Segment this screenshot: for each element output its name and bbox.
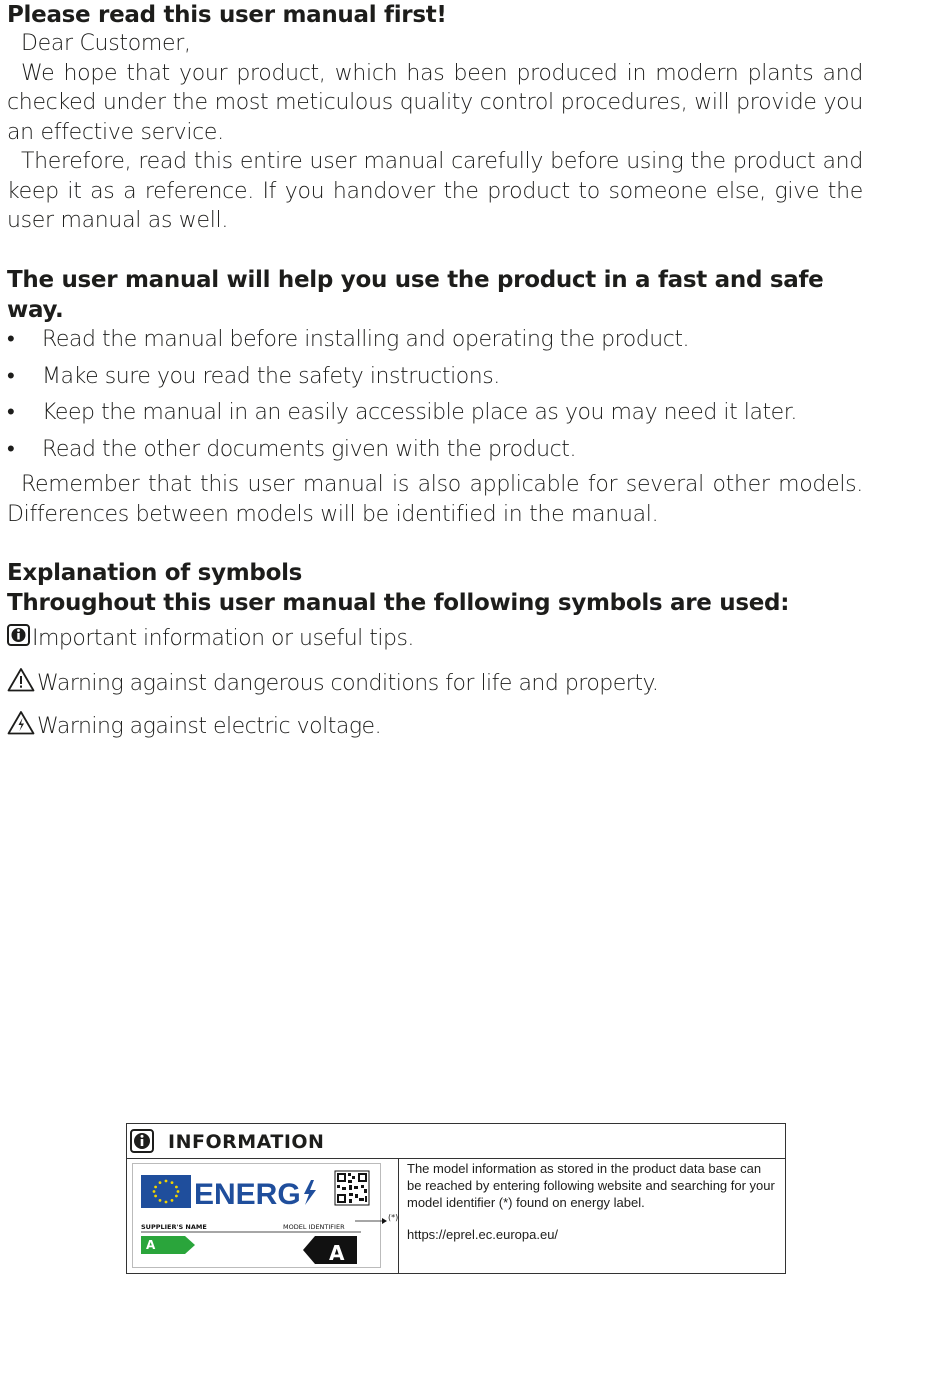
list-item: [7, 361, 863, 398]
bullet-glyph: •: [7, 327, 15, 352]
symbol-text: Important information or useful tips.: [32, 626, 414, 651]
information-box: [126, 1123, 786, 1274]
energy-bolt-icon: [304, 1180, 316, 1205]
bullet-list: [7, 324, 863, 470]
symbols-section: [7, 558, 863, 618]
information-text: [407, 1160, 777, 1243]
intro-section: [7, 29, 863, 236]
eprel-link[interactable]: https://eprel.ec.europa.eu/: [407, 1227, 559, 1242]
information-header: [127, 1124, 785, 1159]
intro-paragraph-2: Therefore, read this entire user manual carefully before using the product and keep it as a reference. If you handover the product to someone else, give the user manual as well.: [7, 149, 863, 233]
symbols-heading: Explanation of symbols: [7, 560, 303, 586]
page-title: Please read this user manual first!: [7, 2, 447, 28]
symbols-subheading: Throughout this user manual the following symbols are used:: [7, 590, 790, 616]
list-item-text: Read the manual before installing and operating the product.: [42, 327, 690, 352]
information-description: The model information as stored in the product data base can be reached by entering following website and searching for your model identifier (*) found on energy label.: [407, 1161, 775, 1210]
energy-label-area: [127, 1159, 399, 1273]
class-letter-left: A: [146, 1238, 156, 1252]
greeting: Dear Customer,: [21, 31, 191, 56]
list-item: [7, 324, 863, 361]
supplier-name: SUPPLIER'S NAME: [141, 1223, 207, 1231]
info-icon: [130, 1129, 154, 1157]
warning-triangle-icon: [7, 667, 35, 700]
bullet-glyph: •: [7, 363, 15, 389]
list-item-text: Make sure you read the safety instructions.: [42, 363, 500, 389]
information-title: INFORMATION: [168, 1131, 325, 1153]
list-item-text: Read the other documents given with the product.: [42, 436, 577, 462]
remember-paragraph: Remember that this user manual is also applicable for several other models. Differences between models will be identified in the manual.: [7, 472, 863, 527]
list-item: [7, 397, 863, 434]
symbol-row-warning: [7, 667, 658, 700]
remember-section: [7, 470, 863, 529]
qr-code-icon: [335, 1171, 369, 1205]
symbol-text: Warning against electric voltage.: [37, 713, 382, 739]
model-identifier: MODEL IDENTIFIER: [283, 1223, 345, 1231]
symbol-text: Warning against dangerous conditions for life and property.: [37, 670, 659, 696]
symbol-row-electric: [7, 710, 381, 743]
info-icon: [7, 624, 30, 654]
help-section: [7, 265, 837, 325]
electric-warning-icon: [7, 710, 35, 743]
symbol-row-info: [7, 624, 414, 654]
class-letter-right: A: [329, 1241, 345, 1265]
identifier-marker: (*): [388, 1213, 399, 1222]
bullet-glyph: •: [7, 436, 15, 462]
energy-brand-text: ENERG: [194, 1178, 301, 1211]
list-item: [7, 434, 863, 471]
list-item-text: Keep the manual in an easily accessible place as you may need it later.: [42, 400, 797, 425]
help-heading: The user manual will help you use the product in a fast and safe way.: [7, 267, 824, 323]
energy-label-graphic: [133, 1164, 380, 1267]
bullet-glyph: •: [7, 400, 15, 425]
intro-paragraph-1: We hope that your product, which has been produced in modern plants and checked under the most meticulous quality control procedures, will provide you an effective service.: [7, 60, 863, 145]
energy-label: [132, 1163, 381, 1268]
